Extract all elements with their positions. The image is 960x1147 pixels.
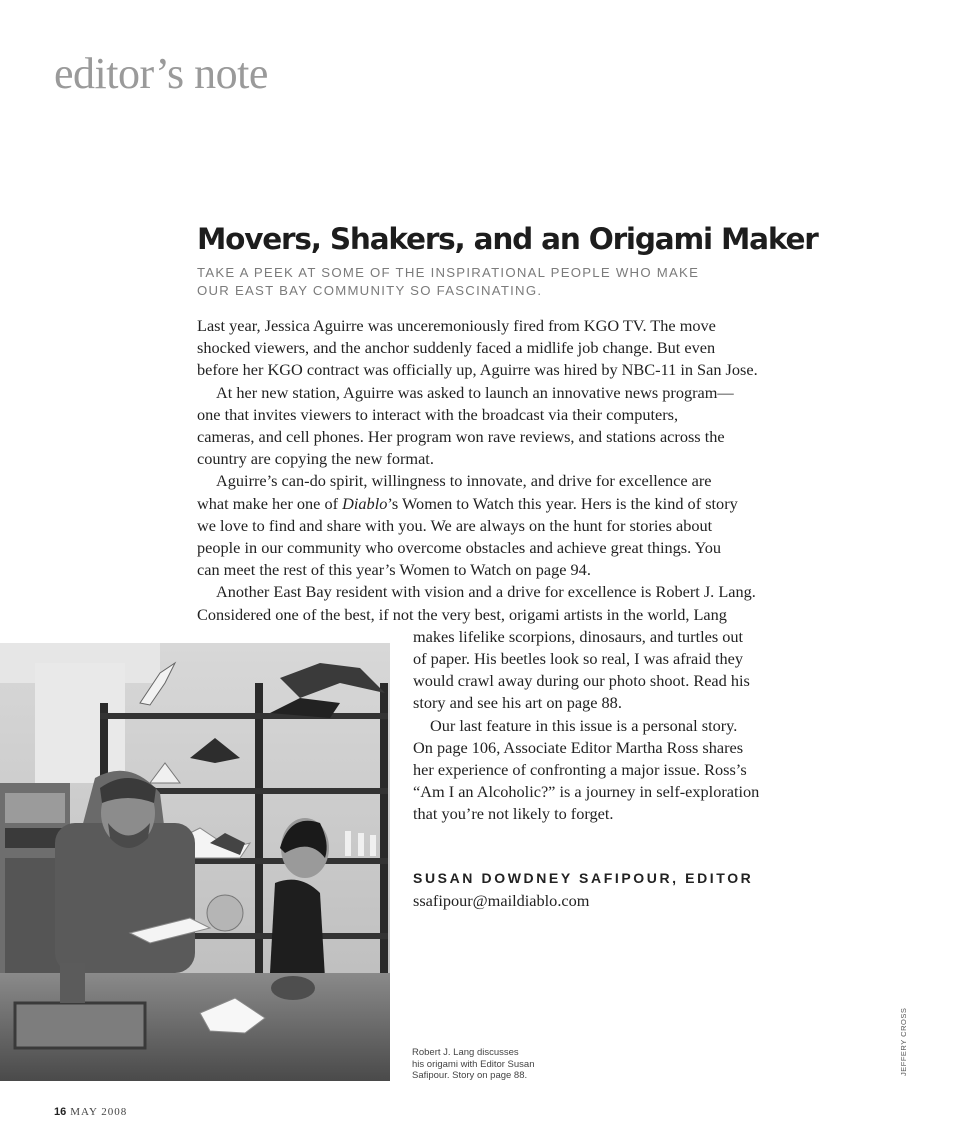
article-headline: Movers, Shakers, and an Origami Maker [197,222,818,256]
body-line: that you’re not likely to forget. [413,804,614,824]
body-line: Last year, Jessica Aguirre was unceremoniously fired from KGO TV. The move [197,316,716,335]
body-line: people in our community who overcome obstacles and achieve great things. You [197,538,722,558]
body-line: Another East Bay resident with vision and a drive for excellence is Robert J. Lang. [216,582,756,602]
body-line: Considered one of the best, if not the very best, origami artists in the world, Lang [197,604,727,624]
body-line: shocked viewers, and the anchor suddenly faced a midlife job change. But even [197,338,716,358]
body-line: can meet the rest of this year’s Women to Watch on page 94. [197,560,591,580]
body-line: story and see his art on page 88. [413,693,622,713]
deck-line: OUR EAST BAY COMMUNITY SO FASCINATING. [197,283,543,298]
body-line [197,493,787,515]
photo-credit: JEFFERY CROSS [899,1007,908,1076]
body-line: of paper. His beetles look so real, I was afraid they [413,649,744,669]
editor-signature: SUSAN DOWDNEY SAFIPOUR, EDITOR [413,870,754,886]
body-line: On page 106, Associate Editor Martha Ross shares [413,737,744,757]
section-title: editor’s note [54,49,268,98]
body-line: makes lifelike scorpions, dinosaurs, and turtles out [413,626,744,646]
photo-illustration [0,643,390,1081]
body-line: cameras, and cell phones. Her program won rave reviews, and stations across the [197,427,725,447]
body-line: “Am I an Alcoholic?” is a journey in self-exploration [413,782,760,802]
body-line: At her new station, Aguirre was asked to launch an innovative news program— [216,382,734,402]
page-footer [54,1106,127,1118]
body-text-run: ’s Women to Watch this year. Hers is the kind of story [387,493,738,513]
caption-line: his origami with Editor Susan [412,1058,535,1070]
magazine-name: Diablo [342,493,388,513]
editor-email-link[interactable]: ssafipour@maildiablo.com [413,891,590,910]
deck-line: TAKE A PEEK AT SOME OF THE INSPIRATIONAL PEOPLE WHO MAKE [197,265,700,280]
body-line: would crawl away during our photo shoot. Read his [413,671,750,691]
caption-line: Safipour. Story on page 88. [412,1070,528,1082]
page-number: 16 [54,1106,67,1118]
body-line: one that invites viewers to interact with the broadcast via their computers, [197,404,679,424]
body-line: before her KGO contract was officially up, Aguirre was hired by NBC-11 in San Jose. [197,360,758,380]
caption-line: Robert J. Lang discusses [412,1047,519,1058]
body-line: her experience of confronting a major issue. Ross’s [413,760,747,780]
body-line: we love to find and share with you. We are always on the hunt for stories about [197,515,713,535]
photo-caption [412,1047,535,1082]
article-deck [197,264,699,300]
origami-photo [0,643,390,1081]
body-line: country are copying the new format. [197,449,434,469]
issue-date: MAY 2008 [70,1106,128,1118]
body-line: Our last feature in this issue is a personal story. [430,715,738,735]
body-text-run: what make her one of [197,493,343,513]
body-line: Aguirre’s can-do spirit, willingness to innovate, and drive for excellence are [216,471,712,491]
